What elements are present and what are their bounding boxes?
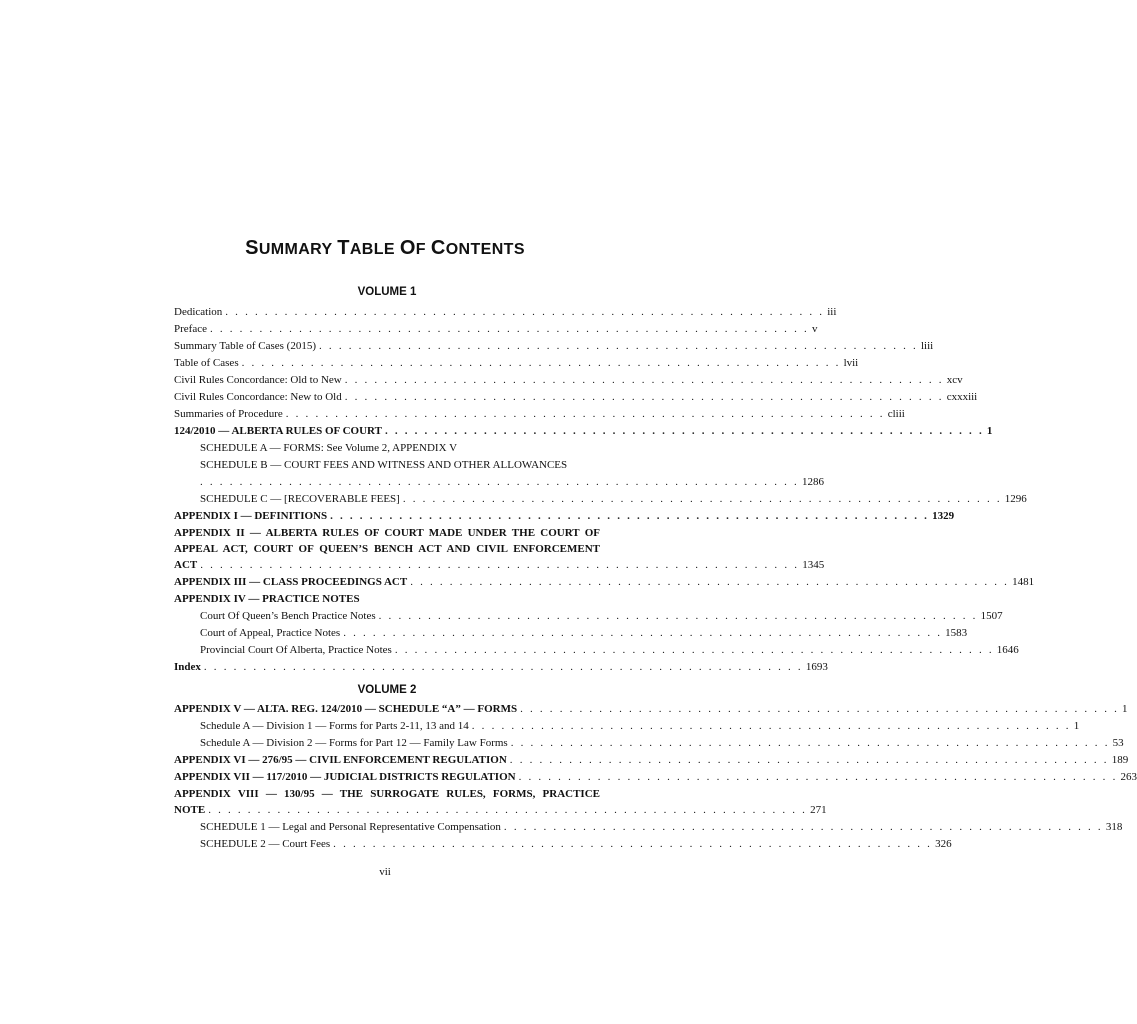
toc-entry-label: NOTE (174, 804, 206, 816)
toc-entry-page: 326 (935, 838, 952, 850)
toc-entry: Court of Appeal, Practice Notes . . . . . . . . . . . . . . . . . . . . . . . . . . . . . . . . . . . . . . . . . . . . . . . . . . . . . . . . . . . . . 1583 (200, 627, 968, 639)
title-word-contents-rest: ONTENTS (445, 241, 525, 258)
page-title (0, 237, 770, 260)
title-word-of-rest: F (415, 241, 426, 258)
toc-entry-page: 53 (1112, 737, 1124, 749)
toc-entry: Dedication . . . . . . . . . . . . . . . . . . . . . . . . . . . . . . . . . . . . . . . . . . . . . . . . . . . . . . . . . . . . . iii (174, 306, 837, 318)
toc-entry-label: Index (174, 661, 201, 673)
toc-entry-page: 1481 (1012, 576, 1035, 588)
title-word-table-rest: ABLE (349, 241, 395, 258)
toc-entry: APPENDIX I — DEFINITIONS . . . . . . . . . . . . . . . . . . . . . . . . . . . . . . . . . . . . . . . . . . . . . . . . . . . . . . . . . . . . . 1329 (174, 510, 955, 522)
toc-entry: Index . . . . . . . . . . . . . . . . . . . . . . . . . . . . . . . . . . . . . . . . . . . . . . . . . . . . . . . . . . . . . 1693 (174, 661, 828, 673)
toc-entry: SCHEDULE 1 — Legal and Personal Representative Compensation . . . . . . . . . . . . . . . . . . . . . . . . . . . . . . . . . . . . . . . . . . . . . . . . . . . . . . . . . . . . . 318 (200, 821, 1123, 833)
title-word-of-initial: O (399, 237, 416, 259)
toc-entry-label: APPENDIX VII — 117/2010 — JUDICIAL DISTRICTS REGULATION (174, 771, 516, 783)
toc-entry-label-line: APPENDIX VIII — 130/95 — THE SURROGATE RULES, FORMS, PRACTICE (174, 788, 600, 800)
toc-entry-label: Court Of Queen’s Bench Practice Notes (200, 610, 376, 622)
toc-entry (200, 440, 600, 456)
toc-entry-page: 1 (986, 425, 993, 437)
toc-entry-label: Civil Rules Concordance: New to Old (174, 391, 342, 403)
toc-entry-page: cliii (887, 408, 905, 420)
title-word-contents-initial: C (430, 237, 446, 259)
toc-entry: APPENDIX VI — 276/95 — CIVIL ENFORCEMENT REGULATION . . . . . . . . . . . . . . . . . . . . . . . . . . . . . . . . . . . . . . . . . . . . . . . . . . . . . . . . . . . . . 189 (174, 754, 1129, 766)
toc-entry-page: 1 (1073, 720, 1080, 732)
toc-entry: Preface . . . . . . . . . . . . . . . . . . . . . . . . . . . . . . . . . . . . . . . . . . . . . . . . . . . . . . . . . . . . . v (174, 323, 818, 335)
toc-entry-page: 1 (1122, 703, 1128, 715)
toc-entry-page: 189 (1111, 754, 1129, 766)
toc-entry-label: Summaries of Procedure (174, 408, 283, 420)
toc-entry: Table of Cases . . . . . . . . . . . . . . . . . . . . . . . . . . . . . . . . . . . . . . . . . . . . . . . . . . . . . . . . . . . . . lvii (174, 357, 859, 369)
toc-entry-page: xcv (946, 374, 963, 386)
toc-entry-page: 1693 (805, 661, 828, 673)
toc-entry-label: SCHEDULE 1 — Legal and Personal Representative Compensation (200, 821, 501, 833)
toc-entry-page: lvii (843, 357, 859, 369)
toc-entry-label-line: APPEAL ACT, COURT OF QUEEN’S BENCH ACT AND CIVIL ENFORCEMENT (174, 543, 600, 555)
toc-entry-label: 124/2010 — ALBERTA RULES OF COURT (174, 425, 382, 437)
title-word-summary-initial: S (245, 237, 259, 259)
toc-entry: Court Of Queen’s Bench Practice Notes . . . . . . . . . . . . . . . . . . . . . . . . . . . . . . . . . . . . . . . . . . . . . . . . . . . . . . . . . . . . . 1507 (200, 610, 1003, 622)
toc-entry (200, 457, 600, 473)
toc-entry-page: 1646 (996, 644, 1019, 656)
toc-entry-page: 318 (1105, 821, 1123, 833)
title-word-summary-rest: UMMARY (258, 241, 333, 258)
toc-entry-label: Schedule A — Division 2 — Forms for Part 12 — Family Law Forms (200, 737, 508, 749)
toc-entry: Summary Table of Cases (2015) . . . . . . . . . . . . . . . . . . . . . . . . . . . . . . . . . . . . . . . . . . . . . . . . . . . . . . . . . . . . . liii (174, 340, 934, 352)
toc-entry-label: APPENDIX IV — PRACTICE NOTES (174, 593, 360, 605)
toc-entry-label: Schedule A — Division 1 — Forms for Parts 2-11, 13 and 14 (200, 720, 469, 732)
toc-entry: APPENDIX V — ALTA. REG. 124/2010 — SCHEDULE “A” — FORMS . . . . . . . . . . . . . . . . . . . . . . . . . . . . . . . . . . . . . . . . . . . . . . . . . . . . . . . . . . . . . 1 (174, 703, 1128, 715)
page-number: vii (379, 866, 391, 878)
toc-entry: APPENDIX III — CLASS PROCEEDINGS ACT . . . . . . . . . . . . . . . . . . . . . . . . . . . . . . . . . . . . . . . . . . . . . . . . . . . . . . . . . . . . . 1481 (174, 576, 1035, 588)
toc-entry-page: 263 (1120, 771, 1137, 783)
title-word-table-initial: T (337, 237, 350, 259)
toc-entry: SCHEDULE C — [RECOVERABLE FEES] . . . . . . . . . . . . . . . . . . . . . . . . . . . . . . . . . . . . . . . . . . . . . . . . . . . . . . . . . . . . . 1296 (200, 493, 1027, 505)
toc-entry-page: 1507 (980, 610, 1003, 622)
toc-entry-label: Table of Cases (174, 357, 239, 369)
toc-entry-page: 1286 (801, 476, 824, 488)
toc-entry: Schedule A — Division 1 — Forms for Parts 2-11, 13 and 14 . . . . . . . . . . . . . . . . . . . . . . . . . . . . . . . . . . . . . . . . . . . . . . . . . . . . . . . . . . . . . 1 (200, 720, 1080, 732)
toc-entry-label: Summary Table of Cases (2015) (174, 340, 317, 352)
toc-entry: Civil Rules Concordance: Old to New . . . . . . . . . . . . . . . . . . . . . . . . . . . . . . . . . . . . . . . . . . . . . . . . . . . . . . . . . . . . . xcv (174, 374, 963, 386)
toc-entry: 124/2010 — ALBERTA RULES OF COURT . . . . . . . . . . . . . . . . . . . . . . . . . . . . . . . . . . . . . . . . . . . . . . . . . . . . . . . . . . . . . 1 (174, 425, 993, 437)
toc-entry-page: 271 (810, 804, 827, 816)
toc-entry-label: Provincial Court Of Alberta, Practice Notes (200, 644, 392, 656)
toc-entry-page: iii (827, 306, 837, 318)
toc-entry-label: SCHEDULE A — FORMS: See Volume 2, APPENDIX V (200, 442, 458, 454)
toc-entry-page: 1583 (945, 627, 968, 639)
toc-entry: Schedule A — Division 2 — Forms for Part 12 — Family Law Forms . . . . . . . . . . . . . . . . . . . . . . . . . . . . . . . . . . . . . . . . . . . . . . . . . . . . . . . . . . . . . 53 (200, 737, 1124, 749)
volume-2-heading: VOLUME 2 (357, 684, 417, 696)
toc-entry-page: liii (920, 340, 934, 352)
toc-entry: ACT . . . . . . . . . . . . . . . . . . . . . . . . . . . . . . . . . . . . . . . . . . . . . . . . . . . . . . . . . . . . . 1345 (174, 559, 825, 571)
volume-1-heading: VOLUME 1 (357, 286, 417, 298)
toc-entry: SCHEDULE 2 — Court Fees . . . . . . . . . . . . . . . . . . . . . . . . . . . . . . . . . . . . . . . . . . . . . . . . . . . . . . . . . . . . . 326 (200, 838, 952, 850)
toc-entry-label: SCHEDULE 2 — Court Fees (200, 838, 331, 850)
toc-entry-page: cxxxiii (946, 391, 978, 403)
toc-entry (174, 591, 600, 607)
toc-entry-label: Preface (174, 323, 207, 335)
toc-entry-page: 1296 (1004, 493, 1027, 505)
toc-entry-continuation: . . . . . . . . . . . . . . . . . . . . . . . . . . . . . . . . . . . . . . . . . . . . . . . . . . . . . . . . . . . . . 1286 (200, 476, 824, 488)
toc-entry-label: APPENDIX VI — 276/95 — CIVIL ENFORCEMENT REGULATION (174, 754, 507, 766)
toc-entry-page: v (811, 323, 818, 335)
toc-entry-label: Dedication (174, 306, 223, 318)
toc-entry-label: APPENDIX III — CLASS PROCEEDINGS ACT (174, 576, 408, 588)
toc-entry-label: Civil Rules Concordance: Old to New (174, 374, 342, 386)
toc-entry: Summaries of Procedure . . . . . . . . . . . . . . . . . . . . . . . . . . . . . . . . . . . . . . . . . . . . . . . . . . . . . . . . . . . . . cliii (174, 408, 905, 420)
toc-entry-label: SCHEDULE C — [RECOVERABLE FEES] (200, 493, 400, 505)
toc-entry-label: Court of Appeal, Practice Notes (200, 627, 341, 639)
toc-entry-label: APPENDIX V — ALTA. REG. 124/2010 — SCHEDULE “A” — FORMS (174, 703, 518, 715)
toc-entry-label: ACT (174, 559, 198, 571)
toc-entry: NOTE . . . . . . . . . . . . . . . . . . . . . . . . . . . . . . . . . . . . . . . . . . . . . . . . . . . . . . . . . . . . . 271 (174, 804, 827, 816)
toc-entry-page: 1345 (802, 559, 825, 571)
toc-entry-label-line: APPENDIX II — ALBERTA RULES OF COURT MADE UNDER THE COURT OF (174, 527, 600, 539)
toc-entry: Civil Rules Concordance: New to Old . . . . . . . . . . . . . . . . . . . . . . . . . . . . . . . . . . . . . . . . . . . . . . . . . . . . . . . . . . . . . cxxxiii (174, 391, 978, 403)
toc-entry-page: 1329 (932, 510, 955, 522)
toc-entry-label: SCHEDULE B — COURT FEES AND WITNESS AND OTHER ALLOWANCES (200, 459, 568, 471)
toc-entry: APPENDIX VII — 117/2010 — JUDICIAL DISTRICTS REGULATION . . . . . . . . . . . . . . . . . . . . . . . . . . . . . . . . . . . . . . . . . . . . . . . . . . . . . . . . . . . . . 263 (174, 771, 1137, 783)
toc-entry-label: APPENDIX I — DEFINITIONS (174, 510, 328, 522)
toc-entry: Provincial Court Of Alberta, Practice Notes . . . . . . . . . . . . . . . . . . . . . . . . . . . . . . . . . . . . . . . . . . . . . . . . . . . . . . . . . . . . . 1646 (200, 644, 1019, 656)
